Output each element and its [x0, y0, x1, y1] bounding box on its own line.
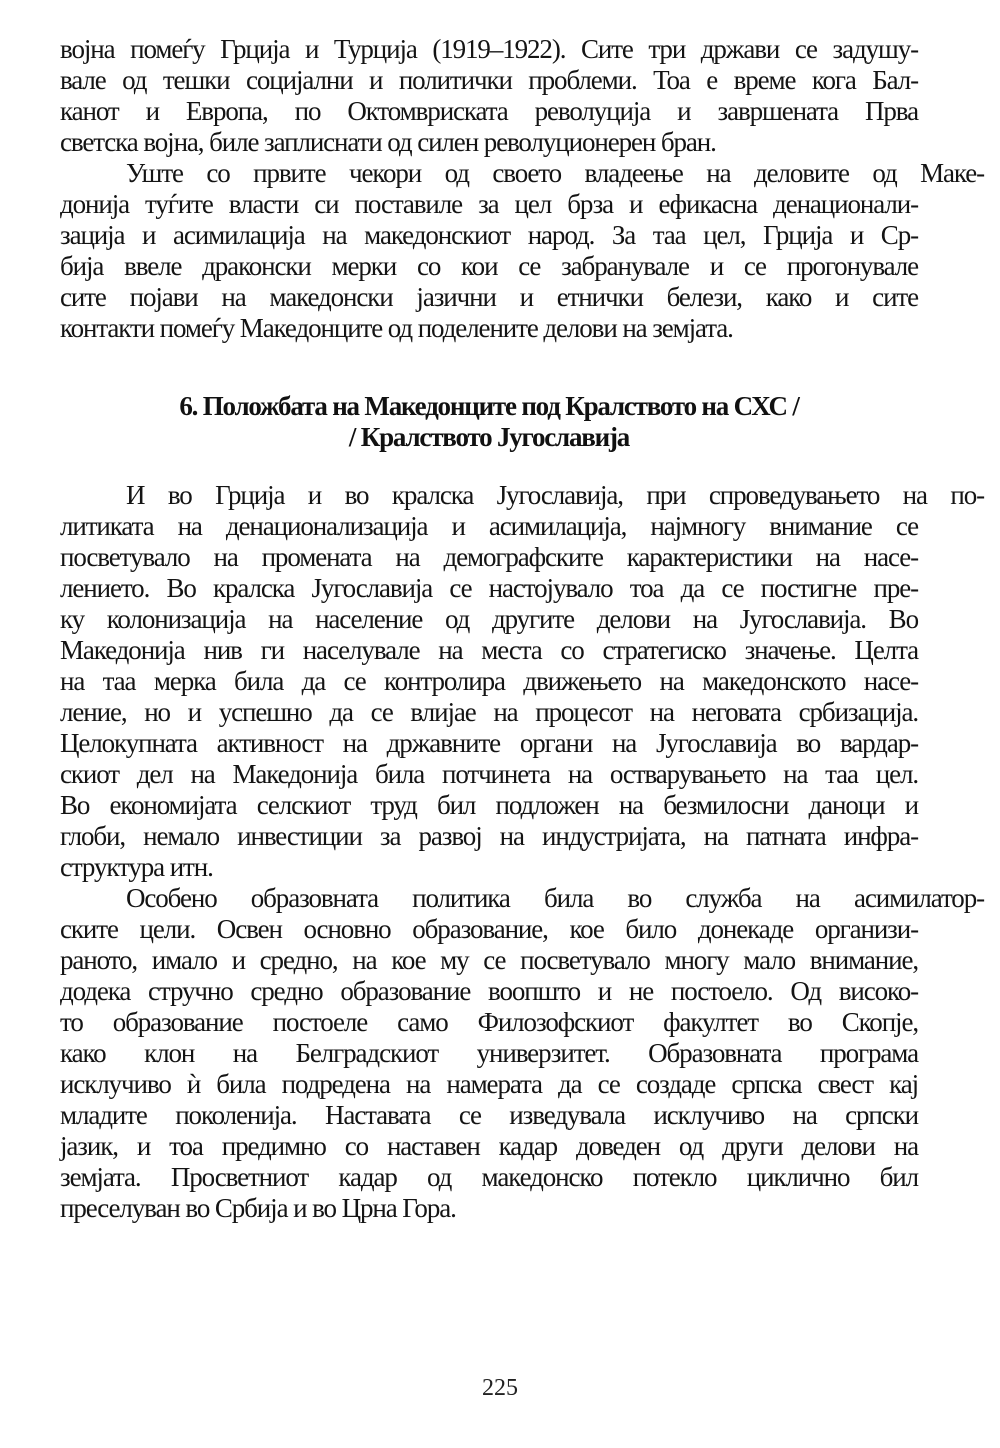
- text-line: И во Грција и во кралска Југославија, при спроведувањето на по-: [126, 480, 984, 510]
- paragraph: [60, 158, 984, 344]
- text-line: како клон на Белградскиот универзитет. Образовната програма: [60, 1038, 918, 1068]
- text-line: младите поколенија. Наставата се изведувала исклучиво на српски: [60, 1100, 918, 1130]
- intro-text: [60, 34, 984, 344]
- text-line: Во економијата селскиот труд бил подложен на безмилосни даноци и: [60, 790, 918, 820]
- text-line: на таа мерка била да се контролира движењето на македонското насе-: [60, 666, 918, 696]
- text-line: сите појави на македонски јазични и етнички белези, како и сите: [60, 282, 918, 312]
- text-line: литиката на денационализација и асимилација, најмногу внимание се: [60, 511, 918, 541]
- text-line: Уште со првите чекори од своето владеење на деловите од Маке-: [126, 158, 984, 188]
- text-line: контакти помеѓу Македонците од поделените делови на земјата.: [60, 313, 733, 343]
- text-line: преселуван во Србија и во Црна Гора.: [60, 1193, 456, 1223]
- text-line: лението. Во кралска Југославија се настојувало тоа да се постигне пре-: [60, 573, 918, 603]
- text-line: вале од тешки социјални и политички проблеми. Тоа е време кога Бал-: [60, 65, 918, 95]
- text-line: ление, но и успешно да се влијае на процесот на неговата србизација.: [60, 697, 918, 727]
- text-line: војна помеѓу Грција и Турција (1919–1922). Сите три држави се задушу-: [60, 34, 918, 64]
- text-line: скиот дел на Македонија била потчинета на остварувањето на таа цел.: [60, 759, 918, 789]
- text-line: Целокупната активност на државните органи на Југославија во вардар-: [60, 728, 918, 758]
- section-heading-line-2: / Кралството Југославија: [348, 422, 630, 452]
- section-body: [60, 480, 984, 1224]
- text-line: додека стручно средно образование воопшто и не постоело. Од високо-: [60, 976, 918, 1006]
- text-line: раното, имало и средно, на кое му се посветувало многу мало внимание,: [60, 945, 918, 975]
- paragraph: [60, 883, 984, 1224]
- text-line: то образование постоеле само Филозофскиот факултет во Скопје,: [60, 1007, 918, 1037]
- document-page: [60, 34, 984, 1224]
- spacer: [60, 344, 918, 391]
- section-heading-line-1: 6. Положбата на Македонците под Кралството на СХС /: [179, 391, 799, 421]
- text-line: земјата. Просветниот кадар од македонско потекло циклично бил: [60, 1162, 918, 1192]
- spacer: [60, 453, 918, 480]
- text-line: јазик, и тоа предимно со наставен кадар доведен од други делови на: [60, 1131, 918, 1161]
- paragraph: [60, 480, 984, 883]
- text-line: канот и Европа, по Октомвриската револуција и завршената Прва: [60, 96, 918, 126]
- text-line: донија туѓите власти си поставиле за цел брза и ефикасна денационали-: [60, 189, 918, 219]
- text-line: структура итн.: [60, 852, 213, 882]
- text-line: ку колонизација на население од другите делови на Југославија. Во: [60, 604, 918, 634]
- section-heading: [60, 391, 918, 453]
- paragraph: [60, 34, 918, 158]
- page-number: 225: [482, 1375, 518, 1401]
- text-line: ските цели. Освен основно образование, кое било донекаде организи-: [60, 914, 918, 944]
- text-line: глоби, немало инвестиции за развој на индустријата, на патната инфра-: [60, 821, 918, 851]
- text-line: Македонија нив ги населувале на места со стратегиско значење. Целта: [60, 635, 918, 665]
- text-line: светска војна, биле заплиснати од силен револуционерен бран.: [60, 127, 716, 157]
- text-line: Особено образовната политика била во служба на асимилатор-: [126, 883, 984, 913]
- text-line: зација и асимилација на македонскиот народ. За таа цел, Грција и Ср-: [60, 220, 918, 250]
- text-line: посветувало на промената на демографските карактеристики на насе-: [60, 542, 918, 572]
- text-line: бија ввеле драконски мерки со кои се забранувале и се прогонувале: [60, 251, 918, 281]
- text-line: исклучиво ѝ била подредена на намерата да се создаде српска свест кај: [60, 1069, 918, 1099]
